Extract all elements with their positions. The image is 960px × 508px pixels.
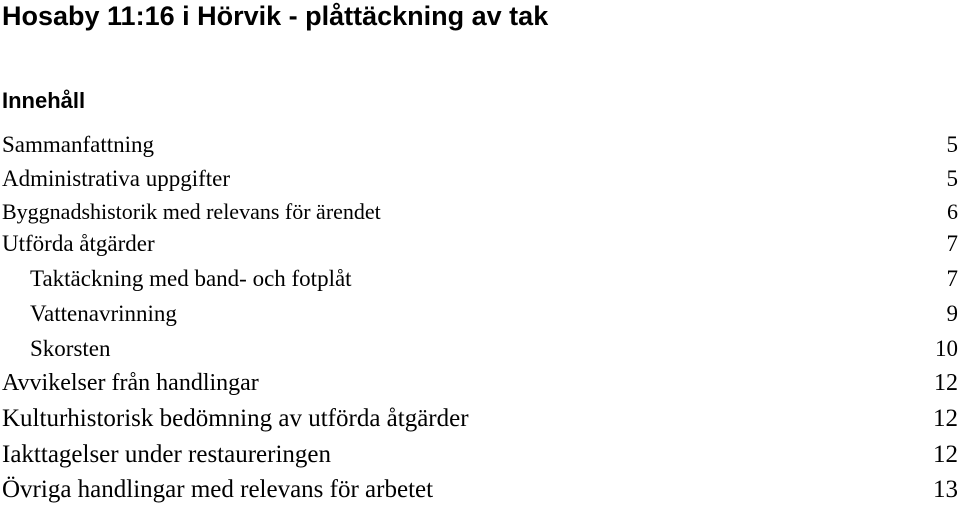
toc-heading: Innehåll	[2, 86, 85, 116]
toc-entry-page: 5	[947, 162, 960, 196]
table-of-contents	[0, 127, 960, 508]
toc-entry-byggnadshistorik[interactable]	[0, 196, 960, 228]
toc-subentry-vattenavrinning[interactable]	[0, 297, 960, 331]
toc-entry-utforda-atgarder[interactable]	[0, 228, 960, 260]
toc-entry-page: 12	[934, 366, 960, 400]
toc-subentry-taktackning[interactable]	[0, 260, 960, 297]
toc-entry-label: Taktäckning med band- och fotplåt	[30, 260, 352, 297]
toc-entry-label: Kulturhistorisk bedömning av utförda åtgärder	[2, 400, 469, 438]
toc-entry-page: 12	[933, 400, 960, 438]
document-title: Hosaby 11:16 i Hörvik - plåttäckning av tak	[2, 0, 548, 34]
toc-entry-page: 7	[947, 260, 960, 297]
toc-entry-avvikelser[interactable]	[0, 366, 960, 400]
toc-entry-page: 7	[947, 228, 960, 260]
toc-entry-label: Utförda åtgärder	[2, 228, 155, 260]
toc-entry-page: 6	[947, 196, 960, 228]
toc-entry-page: 5	[947, 127, 960, 162]
toc-entry-label: Sammanfattning	[2, 127, 154, 162]
toc-entry-page: 13	[933, 472, 960, 508]
toc-subentry-skorsten[interactable]	[0, 331, 960, 366]
toc-entry-label: Iakttagelser under restaureringen	[2, 438, 331, 472]
toc-entry-page: 12	[933, 438, 960, 472]
toc-entry-ovriga-handlingar[interactable]	[0, 472, 960, 508]
toc-entry-sammanfattning[interactable]	[0, 127, 960, 162]
toc-entry-label: Vattenavrinning	[30, 297, 177, 331]
toc-entry-page: 10	[935, 331, 960, 366]
toc-entry-administrativa-uppgifter[interactable]	[0, 162, 960, 196]
toc-entry-page: 9	[947, 297, 960, 331]
toc-entry-label: Administrativa uppgifter	[2, 162, 230, 196]
toc-entry-iakttagelser[interactable]	[0, 438, 960, 472]
toc-entry-kulturhistorisk-bedomning[interactable]	[0, 400, 960, 438]
toc-entry-label: Skorsten	[30, 331, 111, 366]
toc-entry-label: Övriga handlingar med relevans för arbetet	[2, 472, 433, 508]
toc-entry-label: Avvikelser från handlingar	[2, 366, 259, 400]
toc-entry-label: Byggnadshistorik med relevans för ärendet	[2, 196, 381, 228]
